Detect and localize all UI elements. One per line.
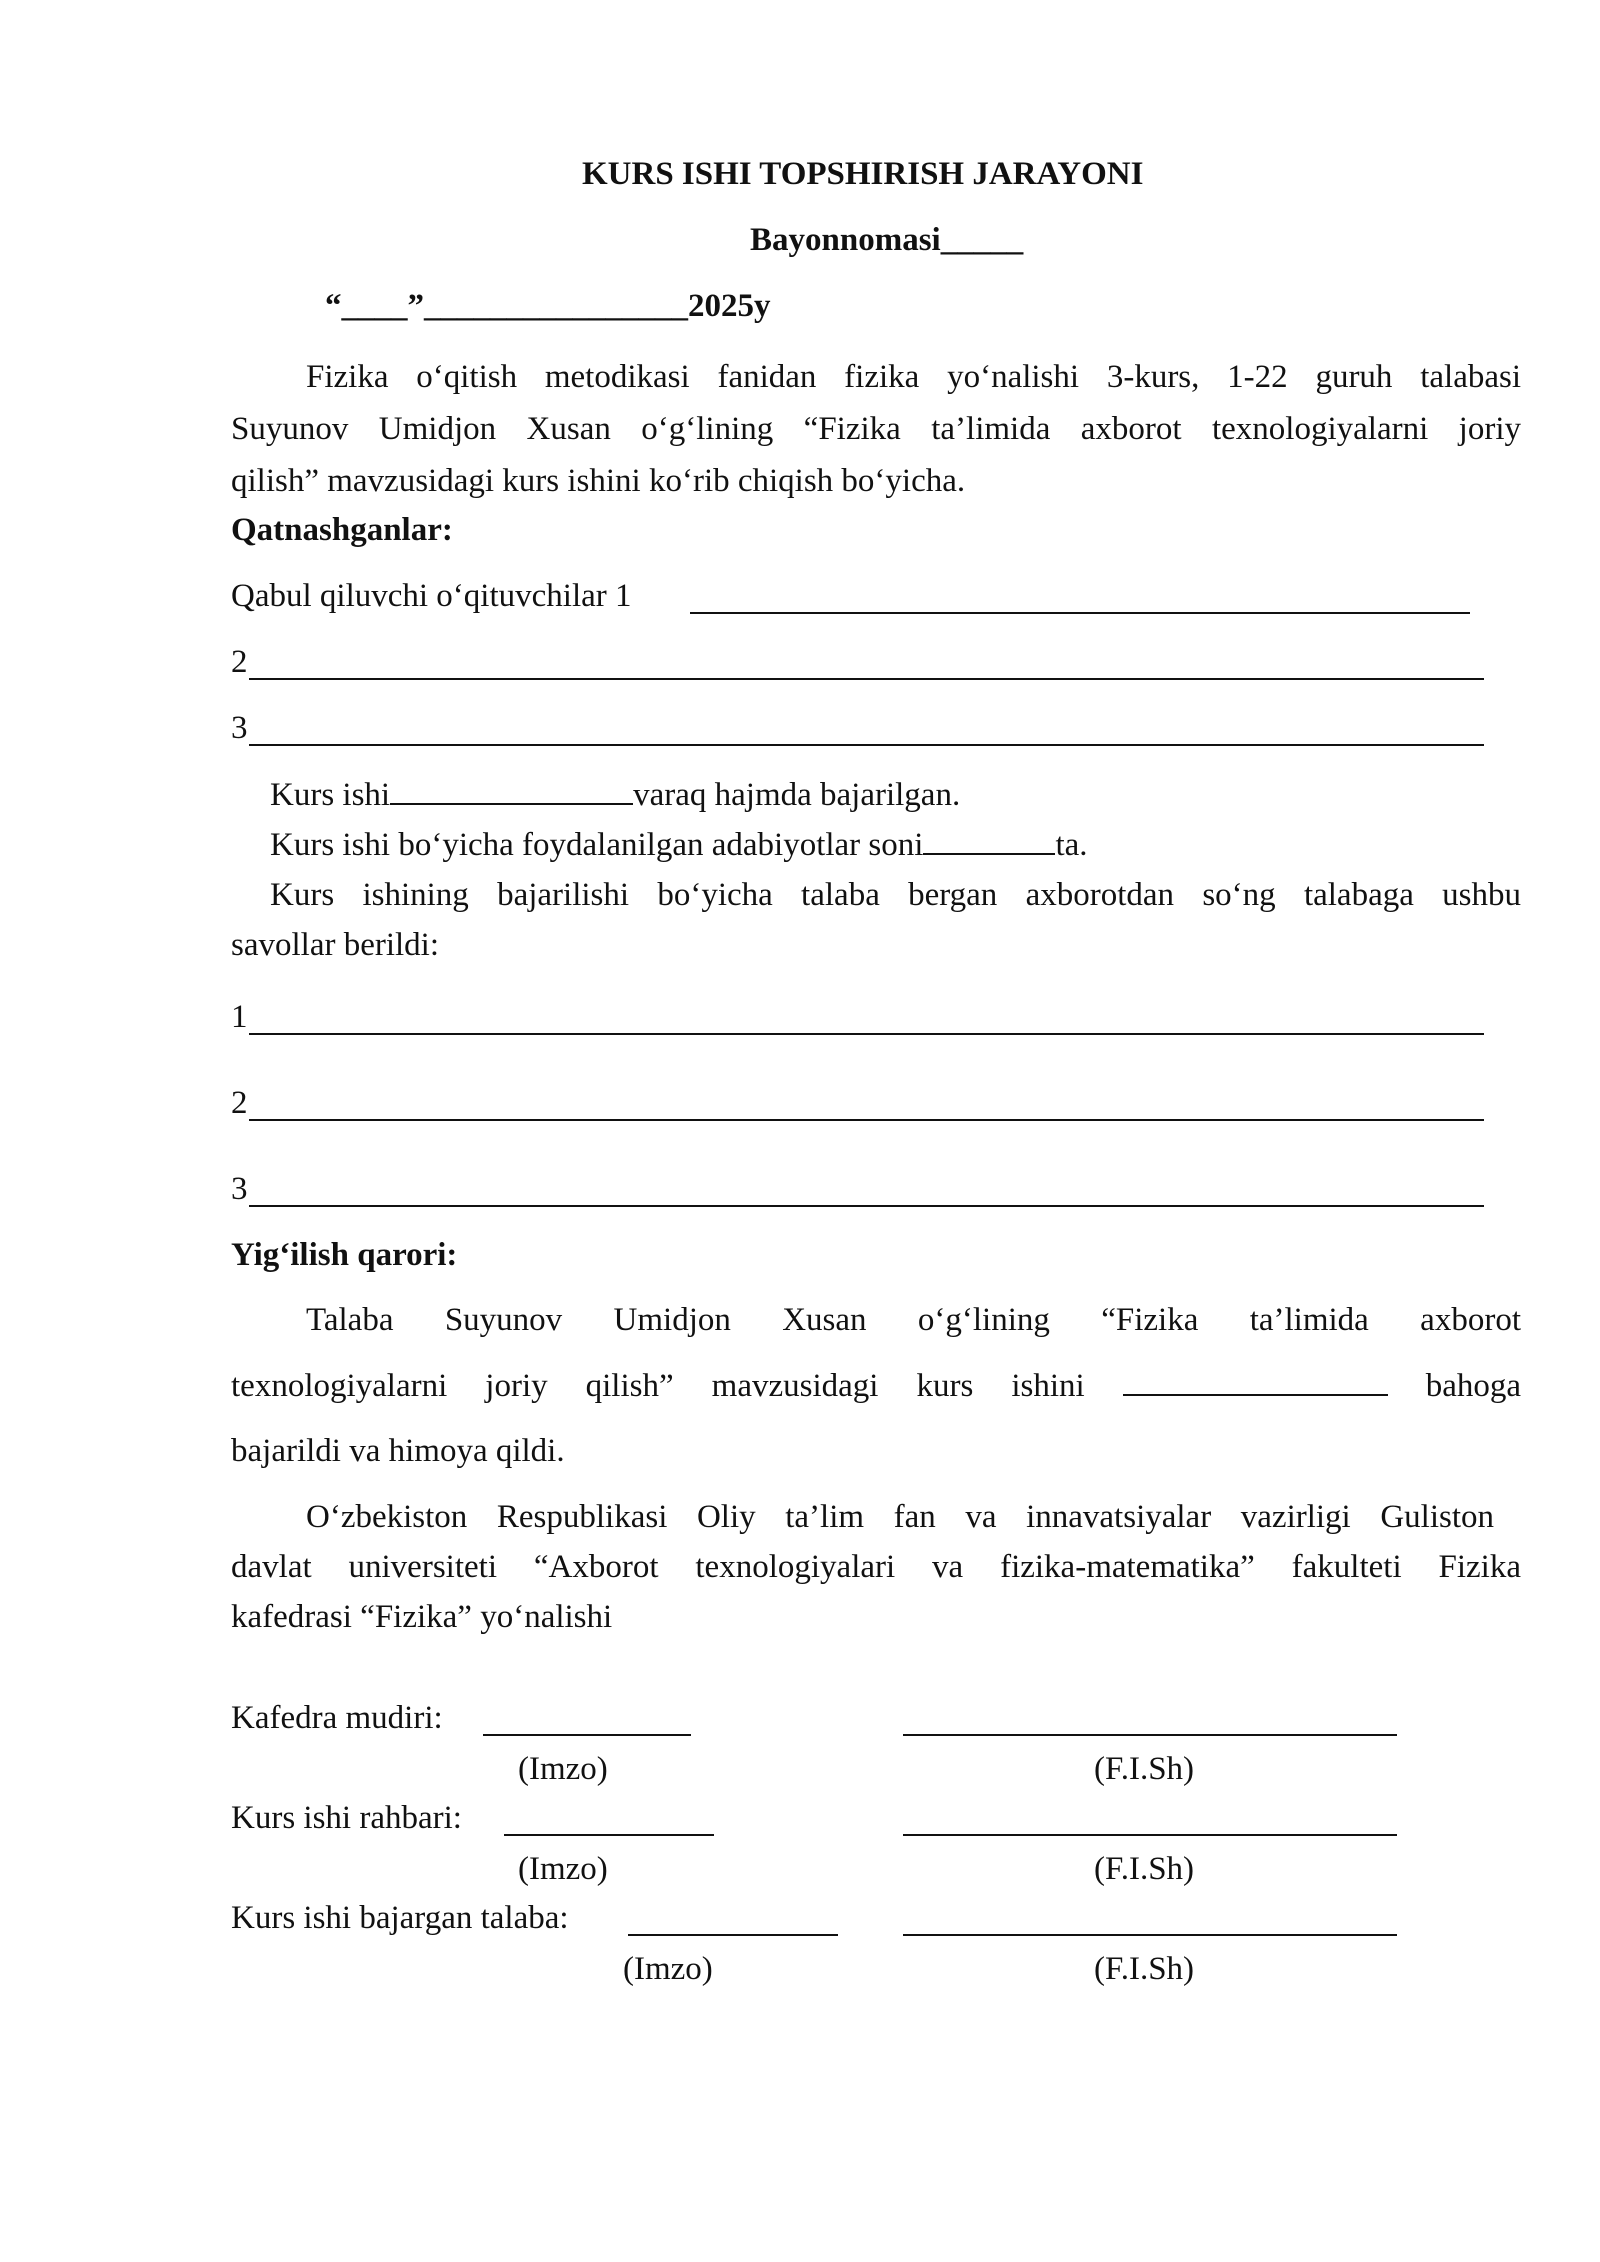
question-2-number: 2 bbox=[231, 1085, 248, 1121]
teachers-label: Qabul qiluvchi o‘qituvchilar 1 bbox=[231, 578, 632, 614]
document-subtitle: Bayonnomasi_____ bbox=[750, 222, 1024, 258]
participants-heading: Qatnashganlar: bbox=[231, 512, 453, 548]
institution-line-3: kafedrasi “Fizika” yo‘nalishi bbox=[231, 1599, 613, 1635]
intro-line-2: Suyunov Umidjon Xusan o‘g‘lining “Fizika ta’limida axborot texnologiyalarni joriy bbox=[231, 411, 1521, 447]
signature-line-student bbox=[628, 1934, 838, 1936]
signature-label-student: Kurs ishi bajargan talaba: bbox=[231, 1900, 569, 1936]
signature-label-supervisor: Kurs ishi rahbari: bbox=[231, 1800, 462, 1836]
sign-caption-supervisor: (Imzo) bbox=[518, 1851, 608, 1887]
teacher-3-line bbox=[249, 744, 1484, 746]
name-line-student bbox=[903, 1934, 1397, 1936]
signature-label-head: Kafedra mudiri: bbox=[231, 1700, 443, 1736]
questions-intro-line-2: savollar berildi: bbox=[231, 927, 440, 963]
pages-blank bbox=[390, 802, 633, 805]
name-line-supervisor bbox=[903, 1834, 1397, 1836]
pages-line: Kurs ishi varaq hajmda bajarilgan. bbox=[270, 777, 961, 813]
institution-line-1: O‘zbekiston Respublikasi Oliy ta’lim fan va innavatsiyalar vazirligi Guliston bbox=[306, 1499, 1494, 1535]
teacher-2-line bbox=[249, 678, 1484, 680]
references-line: Kurs ishi bo‘yicha foydalanilgan adabiyotlar soni ta. bbox=[270, 827, 1088, 863]
date-line: “____”________________2025y bbox=[325, 288, 771, 324]
signature-line-head bbox=[483, 1734, 691, 1736]
question-3-number: 3 bbox=[231, 1171, 248, 1207]
question-3-line bbox=[249, 1205, 1484, 1207]
references-blank bbox=[923, 852, 1055, 855]
sign-caption-head: (Imzo) bbox=[518, 1751, 608, 1787]
grade-blank bbox=[1123, 1393, 1388, 1396]
questions-intro-line-1: Kurs ishining bajarilishi bo‘yicha talaba bergan axborotdan so‘ng talabaga ushbu bbox=[270, 877, 1521, 913]
name-line-head bbox=[903, 1734, 1397, 1736]
intro-line-3: qilish” mavzusidagi kurs ishini ko‘rib chiqish bo‘yicha. bbox=[231, 463, 966, 499]
sign-caption-student: (Imzo) bbox=[623, 1951, 713, 1987]
decision-heading: Yig‘ilish qarori: bbox=[231, 1237, 458, 1273]
question-1-line bbox=[249, 1033, 1484, 1035]
question-2-line bbox=[249, 1119, 1484, 1121]
intro-line-1: Fizika o‘qitish metodikasi fanidan fizika yo‘nalishi 3-kurs, 1-22 guruh talabasi bbox=[306, 359, 1521, 395]
teacher-1-line bbox=[690, 612, 1470, 614]
signature-line-supervisor bbox=[504, 1834, 714, 1836]
decision-line-3: bajarildi va himoya qildi. bbox=[231, 1433, 565, 1469]
teacher-3-number: 3 bbox=[231, 710, 248, 746]
name-caption-student: (F.I.Sh) bbox=[1094, 1951, 1195, 1987]
teacher-2-number: 2 bbox=[231, 644, 248, 680]
question-1-number: 1 bbox=[231, 999, 248, 1035]
name-caption-head: (F.I.Sh) bbox=[1094, 1751, 1195, 1787]
decision-line-2: texnologiyalarni joriy qilish” mavzusidagi kurs ishini bahoga bbox=[231, 1368, 1522, 1404]
name-caption-supervisor: (F.I.Sh) bbox=[1094, 1851, 1195, 1887]
decision-line-1: Talaba Suyunov Umidjon Xusan o‘g‘lining “Fizika ta’limida axborot bbox=[306, 1302, 1521, 1338]
institution-line-2: davlat universiteti “Axborot texnologiyalari va fizika-matematika” fakulteti Fizika bbox=[231, 1549, 1521, 1585]
document-title: KURS ISHI TOPSHIRISH JARAYONI bbox=[582, 156, 1144, 192]
